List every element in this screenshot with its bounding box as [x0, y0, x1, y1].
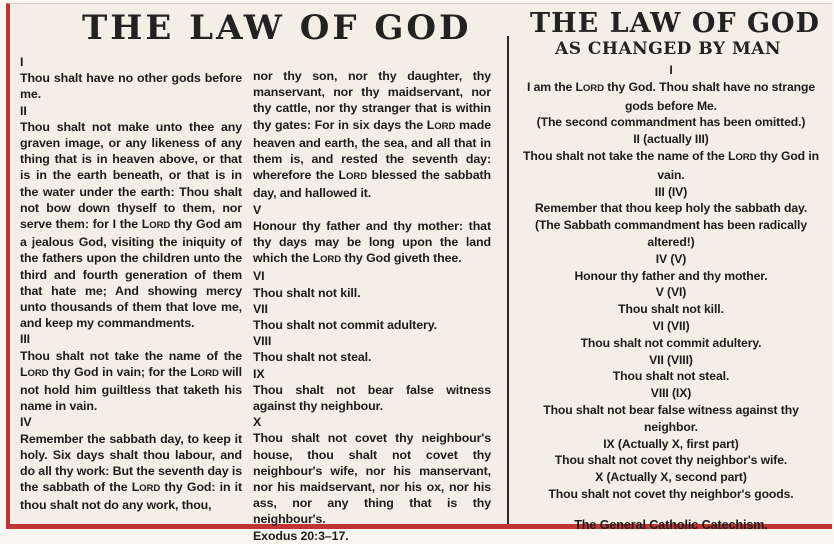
cmd-3-text: Thou shalt not take the name of the LORD thy God in vain; for the LORD will not hold him guiltless that taketh his name in vain. — [20, 348, 242, 414]
newspaper-clipping — [6, 3, 832, 543]
changed-line-19: IX (Actually X, first part) — [603, 436, 739, 451]
cmd-1-number: I — [20, 55, 24, 69]
changed-line-18: Thou shalt not bear false witness against thy neighbor. — [543, 402, 799, 434]
changed-line-14: Thou shalt not commit adultery. — [580, 335, 762, 350]
cmd-8-number: VIII — [253, 334, 272, 349]
changed-line-21: X (Actually X, second part) — [595, 470, 747, 485]
cmd-4-continuation: nor thy son, nor thy daughter, thy manservant, nor thy maidservant, nor thy cattle, nor thy stranger that is within thy gates: For in six days the LORD made heaven and earth, the sea, and all that in them is, and rested the seventh day: wherefore the LORD blessed the sabbath day, and hallowed it. — [253, 69, 491, 201]
changed-line-11: V (VI) — [655, 285, 687, 300]
changed-line-7: Remember that thou keep holy the sabbath day. — [534, 201, 808, 216]
cmd-9-number: IX — [253, 366, 265, 381]
cmd-8-text: Thou shalt not steal. — [253, 350, 372, 365]
cmd-7-number: VII — [253, 301, 268, 316]
right-column — [515, 62, 827, 534]
cmd-5-number: V — [253, 202, 262, 217]
right-title: THE LAW OF GOD — [530, 8, 820, 39]
cmd-5-text: Honour thy father and thy mother: that thy days may be long upon the land which the LORD thy God giveth thee. — [253, 218, 491, 266]
changed-line-17: VIII (IX) — [650, 386, 692, 401]
column-divider — [507, 36, 509, 524]
cmd-9-text: Thou shalt not bear false witness against thy neighbour. — [253, 382, 491, 414]
cmd-4-text: Remember the sabbath day, to keep it holy. Six days shalt thou labour, and do all thy work: But the seventh day is the sabbath of the LORD thy God: in it thou shalt not do any work, thou, — [20, 431, 242, 513]
cmd-10-number: X — [253, 415, 262, 430]
catechism-source: The General Catholic Catechism. — [574, 517, 768, 532]
changed-line-1: I — [669, 63, 673, 77]
changed-line-16: Thou shalt not steal. — [612, 369, 730, 384]
changed-line-8: (The Sabbath commandment has been radically altered!) — [534, 218, 808, 249]
changed-line-4: II (actually III) — [633, 132, 709, 147]
cmd-2-text: Thou shalt not make unto thee any graven image, or any likeness of any thing that is in heaven above, or that is in the earth beneath, or that is in the water under the earth: Thou shalt not bow down thyself to them, nor serve them: for I the LORD thy God am a jealous God, visiting the iniquity of the fathers upon the children unto the third and fourth generation of them that hate me; And showing mercy unto thousands of them that love me, and keep my commandments. — [20, 119, 242, 331]
changed-line-3: (The second commandment has been omitted.) — [536, 115, 806, 130]
left-title: THE LAW OF GOD — [82, 8, 472, 48]
left-column-1 — [20, 54, 242, 514]
right-subtitle: AS CHANGED BY MAN — [555, 39, 782, 59]
cmd-1-text: Thou shalt have no other gods before me. — [20, 71, 242, 102]
cmd-7-text: Thou shalt not commit adultery. — [253, 318, 437, 333]
changed-line-2: I am the LORD thy God. Thou shalt have no strange gods before Me. — [527, 79, 815, 113]
changed-line-22: Thou shalt not covet thy neighbor's goods. — [548, 486, 794, 501]
changed-line-13: VI (VII) — [652, 318, 690, 333]
changed-line-9: IV (V) — [655, 251, 687, 266]
scripture-reference: Exodus 20:3–17. — [253, 528, 349, 543]
changed-line-5: Thou shalt not take the name of the LORD thy God in vain. — [523, 148, 819, 182]
cmd-6-number: VI — [253, 269, 265, 284]
left-column-2 — [253, 68, 491, 544]
cmd-10-text: Thou shalt not covet thy neighbour's house, thou shalt not covet thy neighbour's wife, nor his manservant, nor his maidservant, nor his ox, nor his ass, nor any thing that is thy neighbour's. — [253, 431, 491, 527]
cmd-6-text: Thou shalt not kill. — [253, 285, 361, 300]
changed-line-15: VII (VIII) — [649, 352, 693, 367]
cmd-4-number: IV — [20, 415, 32, 430]
changed-line-12: Thou shalt not kill. — [618, 302, 724, 317]
changed-line-6: III (IV) — [654, 184, 688, 199]
changed-line-10: Honour thy father and thy mother. — [574, 268, 768, 283]
changed-line-20: Thou shalt not covet thy neighbor's wife. — [554, 453, 788, 468]
cmd-3-number: III — [20, 332, 31, 347]
cmd-2-number: II — [20, 103, 27, 118]
